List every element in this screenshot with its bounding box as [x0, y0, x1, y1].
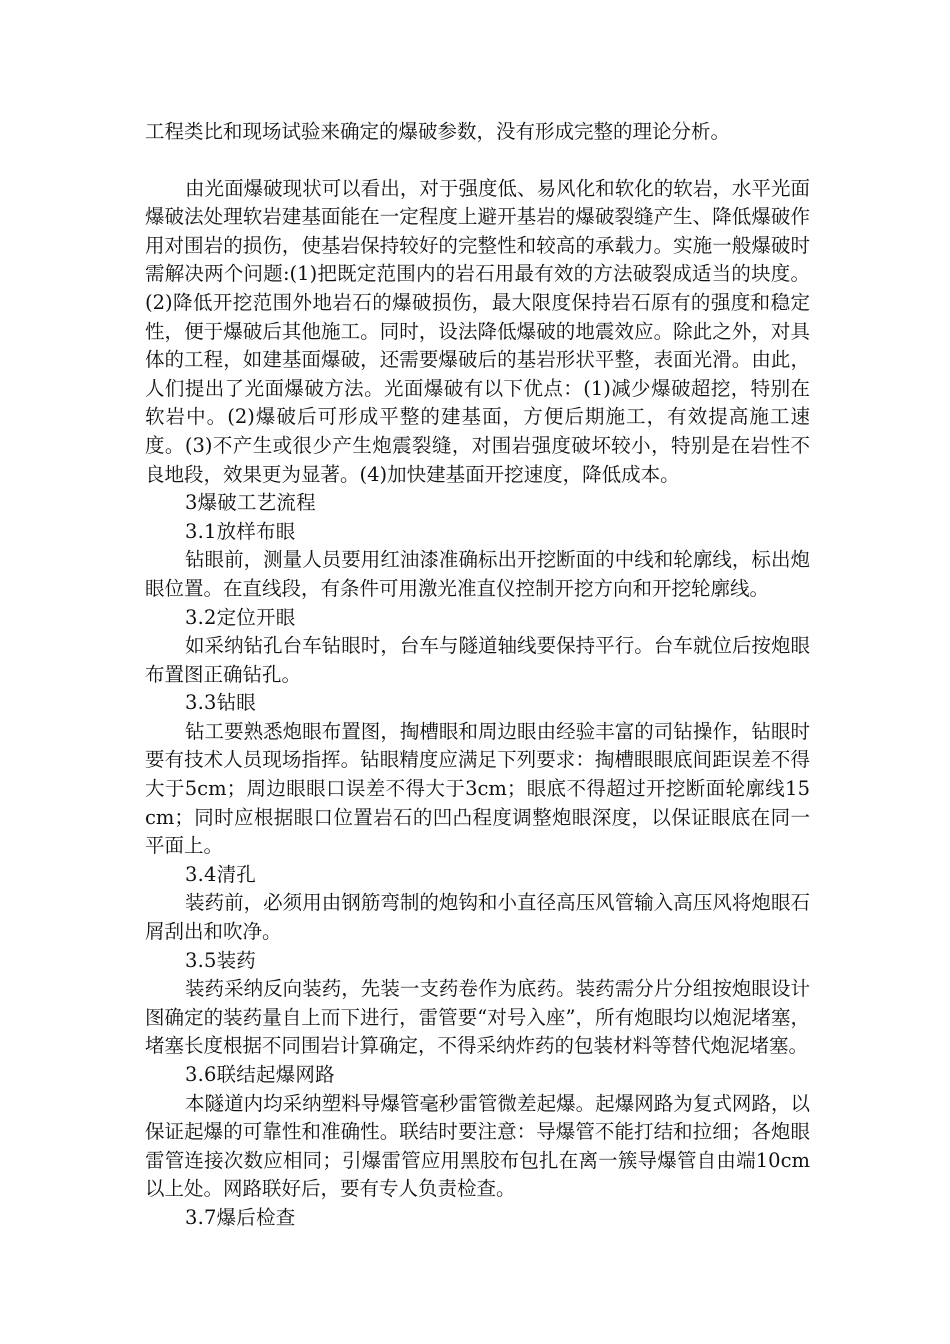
- body-paragraph: 由光面爆破现状可以看出，对于强度低、易风化和软化的软岩，水平光面爆破法处理软岩建基面能在一定程度上避开基岩的爆破裂缝产生、降低爆破作用对围岩的损伤，使基岩保持较好的完整性和较高的承载力。实施一般爆破时需解决两个问题:(1)把既定范围内的岩石用最有效的方法破裂成适当的块度。(2)降低开挖范围外地岩石的爆破损伤，最大限度保持岩石原有的强度和稳定性，便于爆破后其他施工。同时，设法降低爆破的地震效应。除此之外，对具体的工程，如建基面爆破，还需要爆破后的基岩形状平整，表面光滑。由此，人们提出了光面爆破方法。光面爆破有以下优点：(1)减少爆破超挖，特别在软岩中。(2)爆破后可形成平整的建基面，方便后期施工，有效提高施工速度。(3)不产生或很少产生炮震裂缝，对围岩强度破坏较小，特别是在岩性不良地段，效果更为显著。(4)加快建基面开挖速度，降低成本。: [145, 176, 810, 486]
- body-paragraph: 装药前，必须用由钢筋弯制的炮钩和小直径高压风管输入高压风将炮眼石屑刮出和吹净。: [145, 891, 810, 944]
- section-heading: 3.4清孔: [185, 862, 257, 886]
- section-heading: 3.6联结起爆网路: [185, 1063, 335, 1086]
- section-heading: 3.1放样布眼: [185, 519, 296, 543]
- body-paragraph: 工程类比和现场试验来确定的爆破参数，没有形成完整的理论分析。: [145, 120, 731, 143]
- body-paragraph: 本隧道内均采纳塑料导爆管毫秒雷管微差起爆。起爆网路为复式网路，以保证起爆的可靠性和准确性。联结时要注意：导爆管不能打结和拉细；各炮眼雷管连接次数应相同；引爆雷管应用黑胶布包扎在离一簇导爆管自由端10cm以上处。网路联好后，要有专人负责检查。: [145, 1091, 810, 1201]
- body-paragraph: 装药采纳反向装药，先装一支药卷作为底药。装药需分片分组按炮眼设计图确定的装药量自上而下进行，雷管要“对号入座”，所有炮眼均以炮泥堵塞，堵塞长度根据不同围岩计算确定，不得采纳炸药的包装材料等替代炮泥堵塞。: [145, 977, 810, 1058]
- document-body: [145, 118, 810, 1233]
- body-paragraph: 钻眼前，测量人员要用红油漆准确标出开挖断面的中线和轮廓线，标出炮眼位置。在直线段，有条件可用激光准直仪控制开挖方向和开挖轮廓线。: [145, 548, 810, 600]
- section-heading: 3.5装药: [185, 948, 257, 972]
- body-paragraph: 钻工要熟悉炮眼布置图，掏槽眼和周边眼由经验丰富的司钻操作，钻眼时要有技术人员现场指挥。钻眼精度应满足下列要求：掏槽眼眼底间距误差不得大于5cm；周边眼眼口误差不得大于3cm；眼底不得超过开挖断面轮廓线15cm；同时应根据眼口位置岩石的凹凸程度调整炮眼深度，以保证眼底在同一平面上。: [145, 719, 810, 858]
- section-heading: 3爆破工艺流程: [185, 491, 316, 515]
- section-heading: 3.7爆后检查: [185, 1205, 296, 1229]
- body-paragraph: 如采纳钻孔台车钻眼时，台车与隧道轴线要保持平行。台车就位后按炮眼布置图正确钻孔。: [145, 634, 810, 686]
- section-heading: 3.2定位开眼: [185, 605, 296, 629]
- section-heading: 3.3钻眼: [185, 691, 257, 715]
